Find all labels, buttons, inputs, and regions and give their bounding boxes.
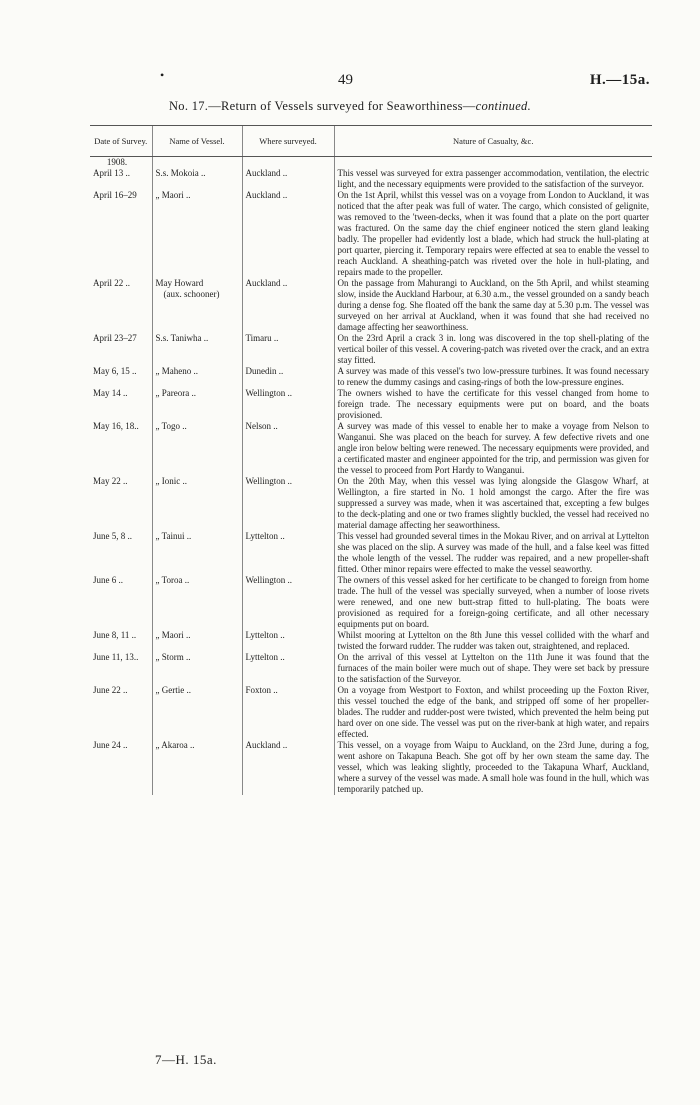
survey-location: Nelson .. — [245, 421, 278, 431]
casualty-description: On the 20th May, when this vessel was lying alongside the Glasgow Wharf, at Wellington, a fire started in No. 1 hold amongst the cargo. After the fire was suppressed a survey was made, when it was ascertained that, excepting a few bulges to the deck-plating and one or two frames slightly buckled, the vessel had received no material damage affecting her seaworthiness. — [337, 476, 649, 530]
survey-date: May 14 .. — [93, 388, 128, 398]
casualty-description: Whilst mooring at Lyttelton on the 8th June this vessel collided with the wharf and twisted the forward rudder. The rudder was taken out, straightened, and replaced. — [337, 630, 649, 651]
signature-mark: 7—H. 15a. — [155, 1052, 217, 1067]
table-row — [90, 685, 652, 740]
vessels-surveyed-table — [90, 125, 652, 795]
casualty-description: The owners of this vessel asked for her certificate to be changed to foreign from home trade. The hull of the vessel was specially surveyed, when a number of loose rivets were renewed, and one new butt-strap fitted to hull-plating. The boats were provisioned as required for a foreign-going certificate, and all other necessary equipments put on board. — [337, 575, 649, 629]
table-title — [0, 99, 700, 114]
table-row — [90, 476, 652, 531]
table-row — [90, 388, 652, 421]
table-row — [90, 740, 652, 795]
survey-location: Wellington .. — [245, 575, 293, 585]
survey-location: Wellington .. — [245, 476, 293, 486]
vessel-name: „ Pareora .. — [155, 388, 196, 398]
survey-date: April 16–29 — [93, 190, 137, 200]
survey-location: Auckland .. — [245, 740, 288, 750]
vessel-name: „ Toroa .. — [155, 575, 190, 585]
table-title-continued: continued. — [475, 99, 532, 113]
casualty-description: On the arrival of this vessel at Lyttelton on the 11th June it was found that the furnaces of the main boiler were much out of shape. They were set back by pressure to the satisfaction of the Surveyor. — [337, 652, 649, 684]
vessel-name: S.s. Mokoia .. — [155, 168, 206, 178]
survey-date: May 16, 18.. — [93, 421, 139, 431]
table-row — [90, 333, 652, 366]
table-row — [90, 278, 652, 333]
survey-location: Lyttelton .. — [245, 531, 285, 541]
survey-location: Lyttelton .. — [245, 630, 285, 640]
survey-date: May 22 .. — [93, 476, 128, 486]
survey-location: Wellington .. — [245, 388, 293, 398]
vessel-name: „ Gertie .. — [155, 685, 191, 695]
survey-location: Foxton .. — [245, 685, 278, 695]
vessel-name: „ Storm .. — [155, 652, 191, 662]
survey-date: April 23–27 — [93, 333, 137, 343]
vessel-name: May Howard — [155, 278, 204, 288]
vessel-name: „ Togo .. — [155, 421, 187, 431]
page-number: 49 — [338, 72, 353, 88]
year-label: 1908. — [106, 157, 128, 167]
survey-location: Dunedin .. — [245, 366, 284, 376]
casualty-description: This vessel, on a voyage from Waipu to Auckland, on the 23rd June, during a fog, went ashore on Takapuna Beach. She got off by her own steam the same day. The vessel, which was leaking slightly, proceeded to the Takapuna Wharf, Auckland, where a survey of the vessel was made. A small hole was found in the hull, which was temporarily patched up. — [337, 740, 649, 794]
table-row — [90, 366, 652, 388]
survey-location: Auckland .. — [245, 168, 288, 178]
column-header-where: Where surveyed. — [242, 126, 334, 157]
year-row — [90, 157, 652, 169]
casualty-description: On the 23rd April a crack 3 in. long was discovered in the top shell-plating of the vertical boiler of this vessel. A covering-patch was riveted over the crack, and an extra stay fitted. — [337, 333, 649, 365]
survey-location: Lyttelton .. — [245, 652, 285, 662]
casualty-description: This vessel was surveyed for extra passenger accommodation, ventilation, the electric light, and the necessary equipments were provided to the satisfaction of the surveyor. — [337, 168, 649, 189]
column-header-vessel: Name of Vessel. — [152, 126, 242, 157]
table-row — [90, 168, 652, 190]
column-header-date: Date of Survey. — [90, 126, 152, 157]
survey-location: Timaru .. — [245, 333, 279, 343]
table-header-row — [90, 126, 652, 157]
survey-date: June 6 .. — [93, 575, 123, 585]
survey-date: April 22 .. — [93, 278, 130, 288]
vessel-name: „ Akaroa .. — [155, 740, 195, 750]
vessel-name: „ Maori .. — [155, 630, 191, 640]
survey-location: Auckland .. — [245, 190, 288, 200]
table-row — [90, 652, 652, 685]
casualty-description: This vessel had grounded several times in the Mokau River, and on arrival at Lyttelton she was placed on the slip. A survey was made of the hull, and a false keel was fitted the whole length of the vessel. The rudder was repaired, and a new propeller-shaft fitted. Other minor repairs were effected to make the vessel seaworthy. — [337, 531, 649, 574]
casualty-description: On the passage from Mahurangi to Auckland, on the 5th April, and whilst steaming slow, inside the Auckland Harbour, at 6.30 a.m., the vessel grounded on a sandy beach during a dense fog. She floated off the bank the same day at 5.30 p.m. The vessel was surveyed on her arrival at Auckland, when it was found that she had received no damage affecting her seaworthiness. — [337, 278, 649, 332]
survey-date: April 13 .. — [93, 168, 130, 178]
vessel-name: „ Tainui .. — [155, 531, 192, 541]
survey-date: May 6, 15 .. — [93, 366, 137, 376]
vessel-type: (aux. schooner) — [163, 289, 220, 299]
survey-date: June 24 .. — [93, 740, 128, 750]
casualty-description: A survey was made of this vessel's two low-pressure turbines. It was found necessary to renew the dummy casings and casing-rings of both the low-pressure engines. — [337, 366, 649, 387]
casualty-description: On the 1st April, whilst this vessel was on a voyage from London to Auckland, it was noticed that the after peak was full of water. The cargo, which consisted of gelignite, was removed to the 'tween-decks, when it was found that a plate on the port quarter was fractured. On the same day the chief engineer noticed the stern gland leaking badly. The propeller had evidently lost a blade, which had struck the hull-plating at port quarter, piercing it. Temporary repairs were effected at sea to enable the vessel to reach Auckland. A sheathing-patch was riveted over the hole in hull-plating, and repairs made to the propeller. — [337, 190, 649, 277]
document-reference: H.—15a. — [589, 72, 650, 88]
table-row — [90, 531, 652, 575]
table-row — [90, 421, 652, 476]
survey-date: June 5, 8 .. — [93, 531, 132, 541]
survey-date: June 22 .. — [93, 685, 128, 695]
casualty-description: A survey was made of this vessel to enable her to make a voyage from Nelson to Wanganui. She was placed on the beach for survey. A few defective rivets and one angle iron below belting were renewed. The necessary equipments were provided, and a certificated master and engineer appointed for the trip, and permission was given for the vessel to proceed from Port Hardy to Wanganui. — [337, 421, 649, 475]
vessel-name: „ Maheno .. — [155, 366, 198, 376]
vessel-name: „ Maori .. — [155, 190, 191, 200]
table-row — [90, 190, 652, 278]
survey-date: June 8, 11 .. — [93, 630, 137, 640]
vessel-name: S.s. Taniwha .. — [155, 333, 209, 343]
casualty-description: On a voyage from Westport to Foxton, and whilst proceeding up the Foxton River, this vessel touched the edge of the bank, and stripped off some of her propeller-blades. The rudder and rudder-post were twisted, which prevented the helm being put hard over on one side. The vessel was put on the river-bank at high water, and repairs effected. — [337, 685, 649, 739]
vessel-name: „ Ionic .. — [155, 476, 187, 486]
table-title-main: No. 17.—Return of Vessels surveyed for Seaworthiness— — [168, 99, 476, 113]
margin-mark: • — [160, 68, 165, 82]
column-header-nature: Nature of Casualty, &c. — [334, 126, 652, 157]
table-row — [90, 575, 652, 630]
table-row — [90, 630, 652, 652]
survey-date: June 11, 13.. — [93, 652, 139, 662]
survey-location: Auckland .. — [245, 278, 288, 288]
casualty-description: The owners wished to have the certificate for this vessel changed from home to foreign trade. The necessary equipments were put on board, and the boats provisioned. — [337, 388, 649, 420]
